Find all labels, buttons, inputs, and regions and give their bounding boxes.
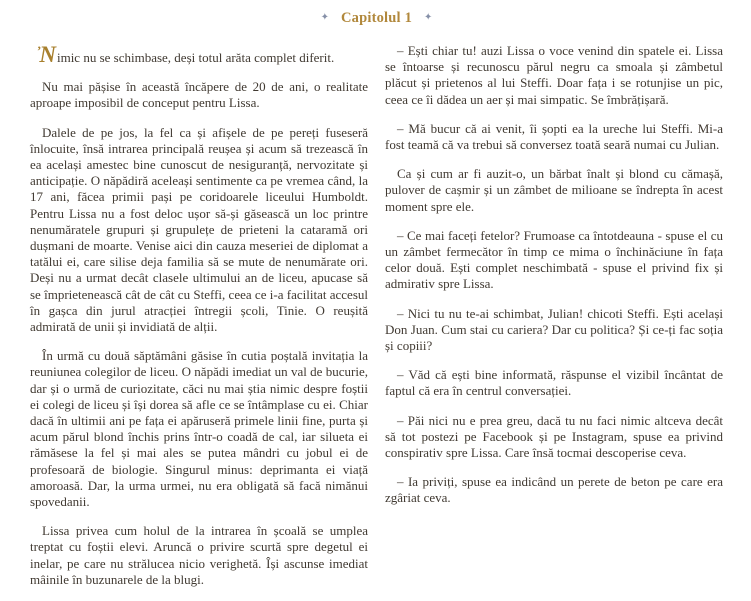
right-column [385, 43, 723, 601]
chapter-title: Capitolul 1 [340, 10, 413, 26]
dialogue-paragraph: – Mă bucur că ai venit, îi șopti ea la ureche lui Steffi. Mi-a fost teamă că va trebui să conversez toată seară numai cu Julian. [385, 120, 723, 153]
opening-paragraph-text: imic nu se schimbase, deși totul arăta complet diferit. [56, 50, 335, 65]
paragraph: Ca și cum ar fi auzit-o, un bărbat înalt și blond cu cămașă, pulover de cașmir și un zâmbet de milioane se îndrepta în acest moment spre ele. [385, 166, 723, 214]
paragraph: Lissa privea cum holul de la intrarea în școală se umplea treptat cu foștii elevi. Aruncă o privire scurtă spre degetul ei inelar, pe care nu strălucea nicio verighetă. Își ascunse imediat mâinile în buzunarele de la blugi. [30, 523, 368, 587]
dialogue-paragraph: – Ce mai faceți fetelor? Frumoase ca întotdeauna - spuse el cu un zâmbet fermecător în timp ce mima o închinăciune în fața celor două. Ești complet neschimbată - spuse el privind fix și admirativ spre Lissa. [385, 227, 723, 292]
dialogue-paragraph: – Nici tu nu te-ai schimbat, Julian! chicoti Steffi. Ești același Don Juan. Cum stai cu cariera? Dar cu politica? Și ce-ți fac soția și copiii? [385, 305, 723, 354]
dialogue-paragraph: – Păi nici nu e prea greu, dacă tu nu faci nimic altceva decât să tot postezi pe Facebook și pe Instagram, spuse ea privind conspirativ spre Lissa. Care însă tocmai descoperise ceva. [385, 412, 723, 461]
text-columns [30, 43, 723, 601]
dialogue-paragraph: – Ia priviți, spuse ea indicând un perete de beton pe care era zgâriat ceva. [385, 474, 723, 506]
dialogue-paragraph: – Ești chiar tu! auzi Lissa o voce venind din spatele ei. Lissa se întoarse și recunoscu părul negru ca smoala și zâmbetul plăcut și prietenos al lui Steffi. Doar fața i se rotunjise un pic, ceea ce îi dădea un aer și mai simpatic. Se îmbrățișară. [385, 43, 723, 107]
left-column [30, 43, 368, 601]
dialogue-paragraph: – Văd că ești bine informată, răspunse el vizibil încântat de faptul că era în centrul conversației. [385, 367, 723, 399]
paragraph: Dalele de pe jos, la fel ca și afișele de pe pereți fuseseră înlocuite, însă intrarea principală reușea și acum să trezească în ea același amestec bine cunoscut de nesiguranță, nervozitate și anticipație. O năpădiră aceleași sentimente ca pe vremea când, la 17 ani, făcea primii pași pe coridoarele liceului Humboldt. Pentru Lissa nu a fost deloc ușor să-și găsească un loc printre nenumăratele grupuri și grupulețe de prieteni la cataramă ori dușmani de moarte. Venise aici din cauza meseriei de diplomat a tatălui ei, care silise deja familia să se mute de nenumărate ori. Deși nu a urmat decât clasele ultimului an de liceu, apucase să se împrietenească cât de cât cu Steffi, ceea ce i-a facilitat accesul în gașca din jurul atracției întregii școli, Tinie. O reușită admirată de unii și invidiată de alții. [30, 124, 368, 335]
star-ornament-right-icon: ✦ [424, 12, 433, 23]
opening-paragraph [30, 43, 368, 66]
chapter-header [30, 9, 723, 27]
drop-cap-initial: ’ N [37, 42, 56, 67]
paragraph: Nu mai pășise în această încăpere de 20 de ani, o realitate aproape imposibil de conceput pentru Lissa. [30, 79, 368, 111]
paragraph: În urmă cu două săptămâni găsise în cutia poștală invitația la reuniunea colegilor de liceu. O năpădi imediat un val de bucurie, dar și o urmă de curiozitate, căci nu mai știa nimic despre foștii ei colegi de liceu și își dorea să afle ce se întâmplase cu ei. Chiar dacă în ultimii ani pe fața ei apăruseră primele linii fine, purta și acum părul blond închis prins într-o coadă de cal, iar silueta ei rămăsese la fel și mai ales se putea mândri cu jobul ei de profesoară de biologie. Singurul minus: deprimanta ei viață amoroasă. Dar, la urma urmei, nu era obligată să facă nimănui spovedanii. [30, 348, 368, 510]
star-ornament-left-icon: ✦ [320, 12, 329, 23]
